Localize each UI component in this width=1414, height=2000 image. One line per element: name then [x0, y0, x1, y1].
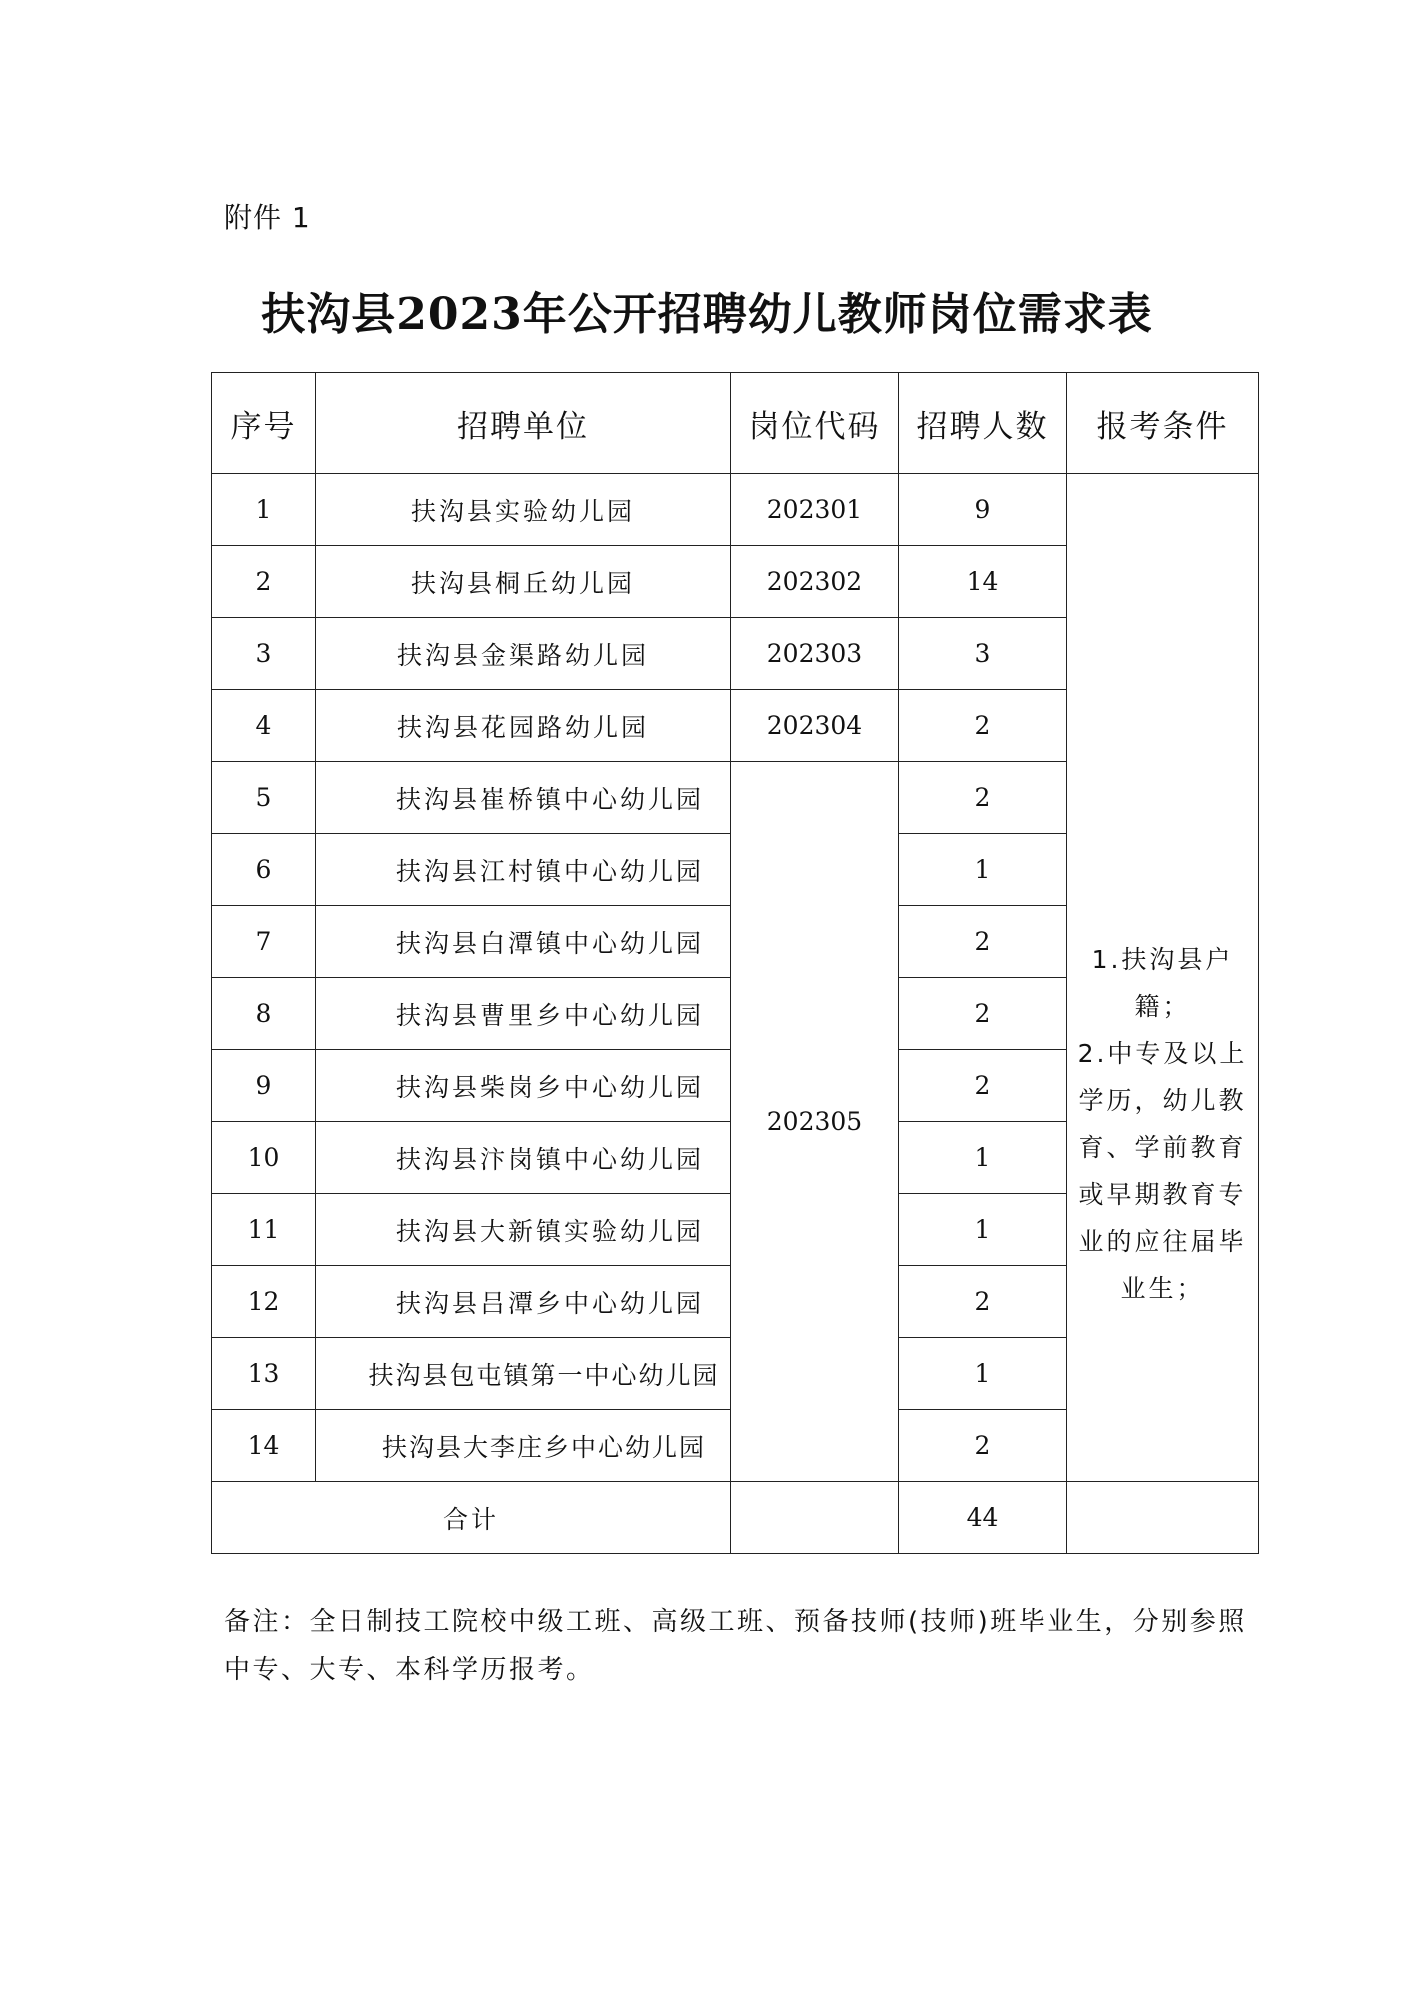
total-label: 合计: [212, 1482, 731, 1554]
row-unit: 扶沟县白潭镇中心幼儿园: [316, 906, 731, 978]
row-seq: 14: [212, 1410, 316, 1482]
row-code: 202304: [731, 690, 899, 762]
row-count: 3: [899, 618, 1067, 690]
row-seq: 1: [212, 474, 316, 546]
row-count: 9: [899, 474, 1067, 546]
row-count: 2: [899, 1266, 1067, 1338]
row-seq: 11: [212, 1194, 316, 1266]
row-seq: 5: [212, 762, 316, 834]
row-unit: 扶沟县实验幼儿园: [316, 474, 731, 546]
row-count: 2: [899, 762, 1067, 834]
row-unit: 扶沟县江村镇中心幼儿园: [316, 834, 731, 906]
recruitment-table: [211, 372, 1259, 1554]
row-seq: 13: [212, 1338, 316, 1410]
row-count: 2: [899, 690, 1067, 762]
condition-line-2: 2.中专及以上学历，幼儿教育、学前教育或早期教育专业的应往届毕业生；: [1077, 1038, 1248, 1303]
row-seq: 8: [212, 978, 316, 1050]
row-count: 1: [899, 1122, 1067, 1194]
header-code: 岗位代码: [731, 373, 899, 474]
row-count: 2: [899, 1410, 1067, 1482]
total-count: 44: [899, 1482, 1067, 1554]
table-row: [212, 474, 1259, 546]
row-count: 1: [899, 1194, 1067, 1266]
remark-note: 备注：全日制技工院校中级工班、高级工班、预备技师(技师)班毕业生，分别参照中专、大专、本科学历报考。: [224, 1607, 1247, 1685]
row-unit: 扶沟县汴岗镇中心幼儿园: [316, 1122, 731, 1194]
row-count: 2: [899, 906, 1067, 978]
row-count: 2: [899, 978, 1067, 1050]
shared-code-cell: 202305: [731, 762, 899, 1482]
row-code: 202302: [731, 546, 899, 618]
conditions-cell: [1067, 474, 1259, 1482]
header-count: 招聘人数: [899, 373, 1067, 474]
total-code-empty: [731, 1482, 899, 1554]
row-count: 1: [899, 834, 1067, 906]
row-seq: 7: [212, 906, 316, 978]
header-conditions: 报考条件: [1067, 373, 1259, 474]
row-code: 202301: [731, 474, 899, 546]
row-seq: 9: [212, 1050, 316, 1122]
row-seq: 10: [212, 1122, 316, 1194]
table-header-row: [212, 373, 1259, 474]
total-conditions-empty: [1067, 1482, 1259, 1554]
row-unit: 扶沟县吕潭乡中心幼儿园: [316, 1266, 731, 1338]
row-unit: 扶沟县花园路幼儿园: [316, 690, 731, 762]
row-seq: 4: [212, 690, 316, 762]
row-code: 202303: [731, 618, 899, 690]
row-seq: 3: [212, 618, 316, 690]
row-seq: 6: [212, 834, 316, 906]
row-unit: 扶沟县曹里乡中心幼儿园: [316, 978, 731, 1050]
row-seq: 2: [212, 546, 316, 618]
row-unit: 扶沟县崔桥镇中心幼儿园: [316, 762, 731, 834]
row-unit: 扶沟县大李庄乡中心幼儿园: [316, 1410, 731, 1482]
header-unit: 招聘单位: [316, 373, 731, 474]
page-title: 扶沟县2023年公开招聘幼儿教师岗位需求表: [261, 289, 1153, 340]
row-unit: 扶沟县包屯镇第一中心幼儿园: [316, 1338, 731, 1410]
row-count: 14: [899, 546, 1067, 618]
row-unit: 扶沟县大新镇实验幼儿园: [316, 1194, 731, 1266]
row-seq: 12: [212, 1266, 316, 1338]
row-count: 2: [899, 1050, 1067, 1122]
header-seq: 序号: [212, 373, 316, 474]
total-row: [212, 1482, 1259, 1554]
row-unit: 扶沟县金渠路幼儿园: [316, 618, 731, 690]
condition-line-1: 1.扶沟县户籍；: [1091, 944, 1234, 1021]
row-unit: 扶沟县柴岗乡中心幼儿园: [316, 1050, 731, 1122]
row-unit: 扶沟县桐丘幼儿园: [316, 546, 731, 618]
attachment-label: 附件 1: [224, 201, 311, 234]
row-count: 1: [899, 1338, 1067, 1410]
